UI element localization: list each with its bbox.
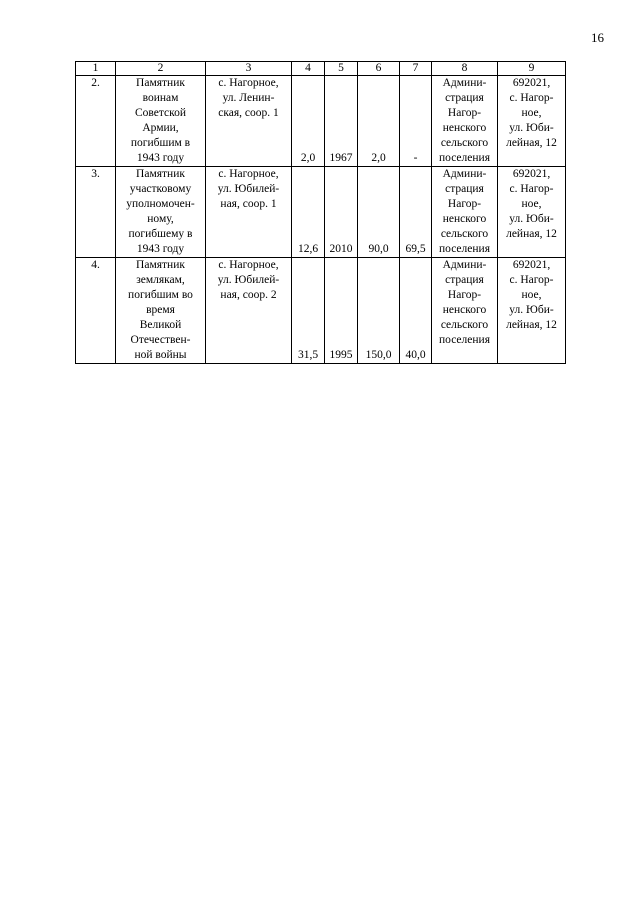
col7-value: 40,0 [400, 258, 432, 364]
header-cell: 1 [76, 62, 116, 76]
owner: Админи- страция Нагор- ненского сельского поселения [432, 258, 498, 364]
owner-address: 692021, с. Нагор- ное, ул. Юби- лейная, 12 [498, 167, 566, 258]
monuments-table [75, 61, 566, 364]
owner-address: 692021, с. Нагор- ное, ул. Юби- лейная, 12 [498, 76, 566, 167]
owner-address: 692021, с. Нагор- ное, ул. Юби- лейная, 12 [498, 258, 566, 364]
col5-value: 2010 [325, 167, 358, 258]
owner: Админи- страция Нагор- ненского сельского поселения [432, 76, 498, 167]
monument-address: с. Нагорное, ул. Юбилей- ная, соор. 2 [206, 258, 292, 364]
col6-value: 2,0 [358, 76, 400, 167]
col7-value: - [400, 76, 432, 167]
owner: Админи- страция Нагор- ненского сельского поселения [432, 167, 498, 258]
table-row [76, 167, 566, 258]
col7-value: 69,5 [400, 167, 432, 258]
header-cell: 8 [432, 62, 498, 76]
header-cell: 9 [498, 62, 566, 76]
header-cell: 4 [292, 62, 325, 76]
monument-name: Памятник участковому уполномочен- ному, погибшему в 1943 году [116, 167, 206, 258]
col6-value: 90,0 [358, 167, 400, 258]
header-cell: 3 [206, 62, 292, 76]
monument-address: с. Нагорное, ул. Юбилей- ная, соор. 1 [206, 167, 292, 258]
col4-value: 31,5 [292, 258, 325, 364]
page-number: 16 [591, 30, 604, 45]
header-cell: 7 [400, 62, 432, 76]
header-cell: 5 [325, 62, 358, 76]
table-row [76, 76, 566, 167]
monument-address: с. Нагорное, ул. Ленин- ская, соор. 1 [206, 76, 292, 167]
col5-value: 1967 [325, 76, 358, 167]
row-number: 4. [76, 258, 116, 364]
monument-name: Памятник воинам Советской Армии, погибшим в 1943 году [116, 76, 206, 167]
monument-name: Памятник землякам, погибшим во время Великой Отечествен- ной войны [116, 258, 206, 364]
header-cell: 6 [358, 62, 400, 76]
row-number: 2. [76, 76, 116, 167]
row-number: 3. [76, 167, 116, 258]
col4-value: 12,6 [292, 167, 325, 258]
header-cell: 2 [116, 62, 206, 76]
col4-value: 2,0 [292, 76, 325, 167]
col6-value: 150,0 [358, 258, 400, 364]
table-header-row [76, 62, 566, 76]
table-row [76, 258, 566, 364]
col5-value: 1995 [325, 258, 358, 364]
